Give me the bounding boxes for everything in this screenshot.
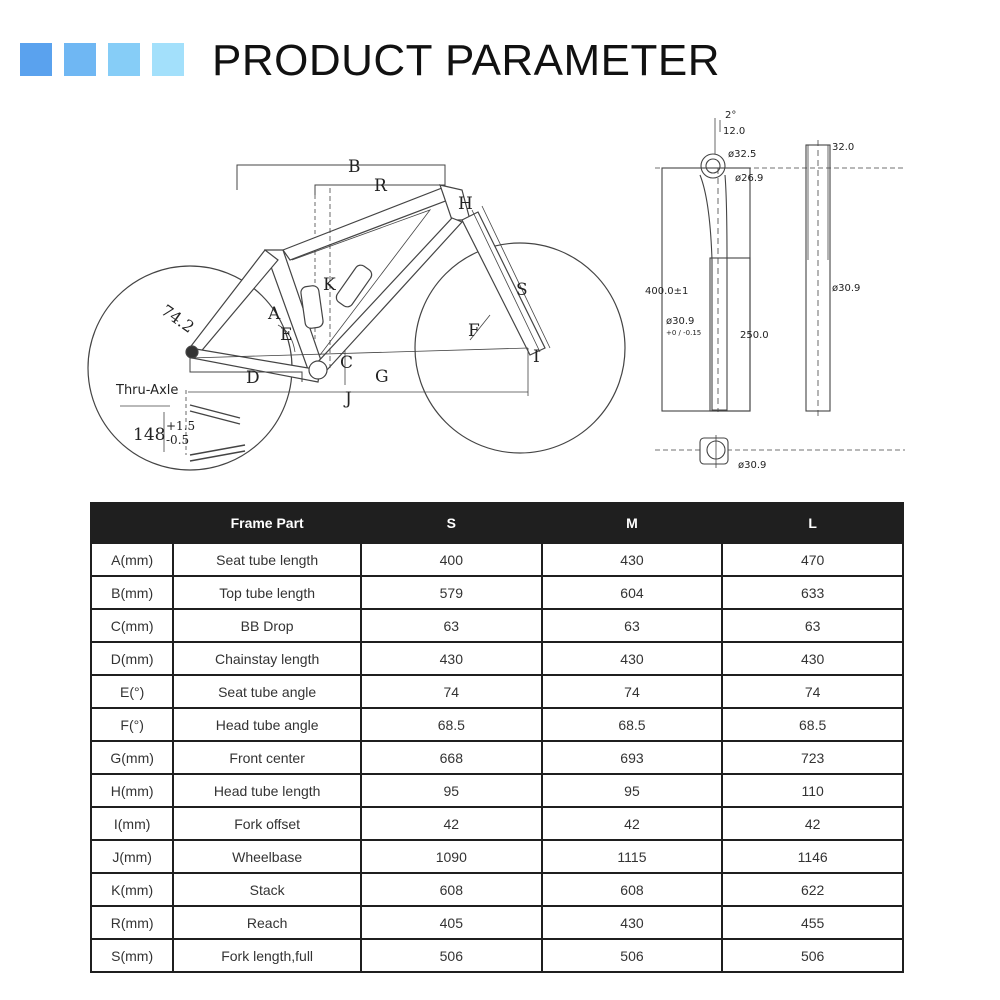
table-row [92, 775, 902, 806]
label-axle-tol-minus: -0.5 [166, 433, 190, 447]
seatpost-side-dia: ø30.9 [832, 283, 861, 294]
table-cell: F(°) [92, 709, 172, 740]
table-cell: Chainstay length [174, 643, 360, 674]
table-row [92, 808, 902, 839]
table-cell: 400 [362, 544, 541, 575]
table-cell: 470 [723, 544, 902, 575]
table-cell: 63 [723, 610, 902, 641]
table-cell: 63 [362, 610, 541, 641]
table-row [92, 643, 902, 674]
table-header-row [92, 504, 902, 542]
seatpost-offset: 12.0 [723, 126, 746, 137]
label-f: F [468, 321, 480, 341]
table-cell: E(°) [92, 676, 172, 707]
table-cell: 430 [543, 643, 722, 674]
table-cell: Seat tube angle [174, 676, 360, 707]
table-cell: 455 [723, 907, 902, 938]
table-row [92, 676, 902, 707]
label-c: C [340, 353, 354, 373]
table-cell: 693 [543, 742, 722, 773]
table-cell: Stack [174, 874, 360, 905]
label-axle-width: 148 [133, 425, 166, 445]
header-decor-square [108, 43, 140, 76]
table-cell: 110 [723, 775, 902, 806]
table-body [92, 544, 902, 971]
table-cell: I(mm) [92, 808, 172, 839]
table-cell: 63 [543, 610, 722, 641]
table-cell: 506 [362, 940, 541, 971]
label-r: R [374, 176, 387, 196]
table-cell: 42 [362, 808, 541, 839]
table-row [92, 577, 902, 608]
table-cell: 633 [723, 577, 902, 608]
seatpost-tol: +0 / -0.15 [666, 329, 702, 337]
label-s: S [516, 280, 528, 300]
seat-stay [188, 250, 278, 355]
table-cell: 42 [723, 808, 902, 839]
seatpost-angle: 2° [725, 110, 737, 121]
table-cell: 1146 [723, 841, 902, 872]
table-cell: 405 [362, 907, 541, 938]
table-cell: D(mm) [92, 643, 172, 674]
table-cell: 95 [362, 775, 541, 806]
seatpost-clamp-dia: ø32.5 [728, 149, 757, 160]
table-cell: C(mm) [92, 610, 172, 641]
table-cell: Head tube angle [174, 709, 360, 740]
table-cell: Seat tube length [174, 544, 360, 575]
header-decor-square [152, 43, 184, 76]
frame-geometry-diagram [0, 100, 1000, 495]
label-thru-axle: Thru-Axle [116, 383, 179, 398]
table-cell: 74 [723, 676, 902, 707]
seatpost-top-width: 32.0 [832, 142, 855, 153]
label-h: H [458, 194, 473, 214]
seatpost-bottom-dia: ø30.9 [738, 460, 767, 471]
table-cell: Fork offset [174, 808, 360, 839]
header-cell: S [362, 504, 541, 542]
label-g: G [375, 367, 389, 387]
label-k: K [323, 275, 336, 295]
bottom-bracket [309, 361, 327, 379]
page-title: PRODUCT PARAMETER [212, 36, 721, 85]
size-table [90, 502, 904, 973]
seatpost-inner-dia: ø26.9 [735, 173, 764, 184]
bottle-cage [334, 263, 374, 309]
table-cell: 604 [543, 577, 722, 608]
table-cell: H(mm) [92, 775, 172, 806]
header-cell: Frame Part [174, 504, 360, 542]
table-cell: Head tube length [174, 775, 360, 806]
label-d: D [246, 368, 260, 388]
table-cell: A(mm) [92, 544, 172, 575]
table-cell: 95 [543, 775, 722, 806]
table-cell: Top tube length [174, 577, 360, 608]
table-cell: 1115 [543, 841, 722, 872]
table-cell: 430 [543, 907, 722, 938]
table-row [92, 610, 902, 641]
header-decor-square [20, 43, 52, 76]
header [0, 0, 1000, 110]
table-cell: 608 [543, 874, 722, 905]
table-cell: G(mm) [92, 742, 172, 773]
table-cell: Front center [174, 742, 360, 773]
table-cell: BB Drop [174, 610, 360, 641]
table-cell: 42 [543, 808, 722, 839]
table-row [92, 940, 902, 971]
table-cell: Reach [174, 907, 360, 938]
label-a: A [268, 304, 281, 324]
label-angle: 74.2 [157, 300, 198, 337]
table-cell: 68.5 [362, 709, 541, 740]
table-cell: K(mm) [92, 874, 172, 905]
header-cell [92, 504, 172, 542]
label-axle-tol-plus: +1.5 [166, 419, 196, 433]
table-cell: 608 [362, 874, 541, 905]
table-cell: S(mm) [92, 940, 172, 971]
table-cell: 430 [723, 643, 902, 674]
header-cell: M [543, 504, 722, 542]
table-row [92, 841, 902, 872]
table-cell: 74 [362, 676, 541, 707]
table-row [92, 874, 902, 905]
seatpost-length: 400.0±1 [645, 286, 689, 297]
table-cell: 723 [723, 742, 902, 773]
table-cell: 506 [723, 940, 902, 971]
table-cell: J(mm) [92, 841, 172, 872]
seatpost-drawing [655, 118, 905, 468]
table-cell: Wheelbase [174, 841, 360, 872]
table-cell: Fork length,full [174, 940, 360, 971]
table-cell: 668 [362, 742, 541, 773]
seatpost-dia: ø30.9 [666, 316, 695, 327]
table-cell: 430 [543, 544, 722, 575]
label-j: J [345, 389, 352, 409]
rear-dropout [186, 346, 198, 358]
label-b: B [348, 157, 361, 177]
table-cell: 579 [362, 577, 541, 608]
label-i: I [533, 347, 540, 367]
table-cell: 74 [543, 676, 722, 707]
table-row [92, 709, 902, 740]
seatpost-insert-length: 250.0 [740, 330, 769, 341]
table-row [92, 544, 902, 575]
header-cell: L [723, 504, 902, 542]
size-chart [90, 502, 904, 973]
table-cell: 622 [723, 874, 902, 905]
table-cell: B(mm) [92, 577, 172, 608]
label-e: E [280, 325, 293, 345]
table-cell: 1090 [362, 841, 541, 872]
table-row [92, 742, 902, 773]
table-cell: 68.5 [543, 709, 722, 740]
table-cell: 68.5 [723, 709, 902, 740]
table-cell: 506 [543, 940, 722, 971]
table-cell: R(mm) [92, 907, 172, 938]
geometry-drawing [0, 100, 1000, 495]
header-decor-square [64, 43, 96, 76]
table-cell: 430 [362, 643, 541, 674]
table-row [92, 907, 902, 938]
